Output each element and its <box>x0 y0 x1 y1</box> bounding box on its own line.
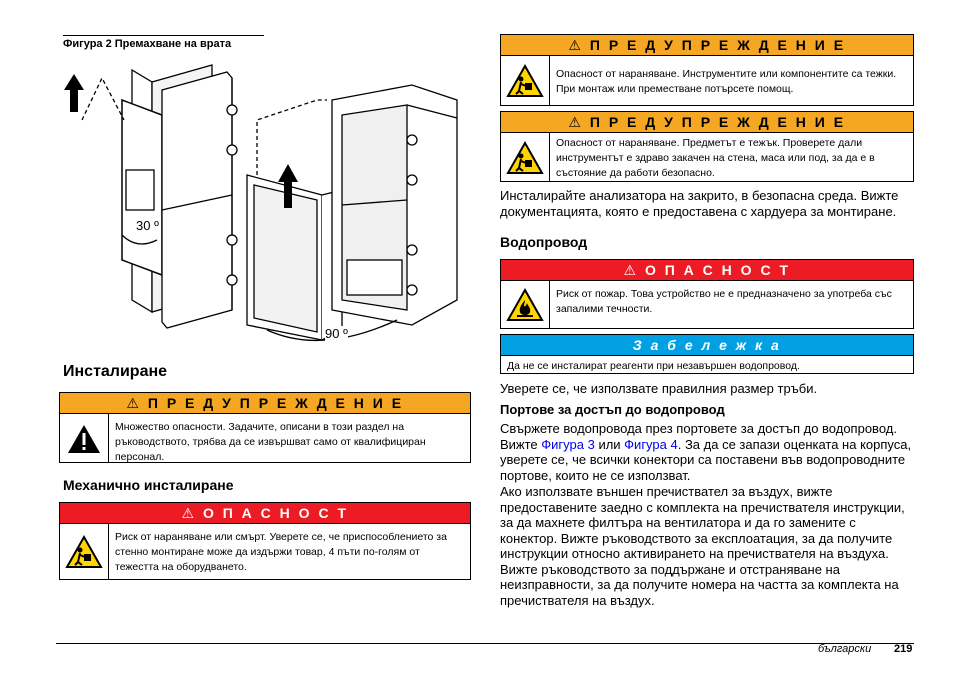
warning-triangle-icon: ⚠ <box>568 37 584 53</box>
link-figure-3[interactable]: Фигура 3 <box>541 436 595 452</box>
warning-header: П Р Е Д У П Р Е Ж Д Е Н И Е <box>589 37 846 53</box>
danger-header: О П А С Н О С Т <box>202 505 349 521</box>
danger-text: Риск от нараняване или смърт. Уверете се, че приспособлението за стенно монтиране може да издържи товар, 4 пъти по-голям от тежестта на оборудването. <box>115 531 447 573</box>
danger-header: О П А С Н О С Т <box>644 262 791 278</box>
note-header: З а б е л е ж к а <box>501 335 913 356</box>
warning-box-3 <box>500 111 914 182</box>
danger-text: Риск от пожар. Това устройство не е предназначено за употреба със запалими течности. <box>556 288 892 315</box>
heavy-lift-icon <box>60 524 109 580</box>
fire-icon <box>501 281 550 329</box>
warning-text: Множество опасности. Задачите, описани в този раздел на ръководството, трябва да се извършват само от квалифициран персонал. <box>115 421 426 463</box>
subsection-title-mechanical: Механично инсталиране <box>63 477 234 493</box>
up-arrow-icon <box>64 74 84 112</box>
warning-box-1 <box>59 392 471 463</box>
page-number: 219 <box>894 643 913 655</box>
warning-header: П Р Е Д У П Р Е Ж Д Е Н И Е <box>147 395 404 411</box>
paragraph-tubing-size: Уверете се, че използвате правилния размер тръби. <box>500 381 818 396</box>
angle-label-30: 30 º <box>136 218 159 233</box>
warning-box-2 <box>500 34 914 106</box>
paragraph-install-indoor: Инсталирайте анализатора на закрито, в безопасна среда. Вижте документацията, която е предоставена с хардуера за монтиране. <box>500 188 899 219</box>
subsection-title-plumbing: Водопровод <box>500 234 588 250</box>
figure-caption: Фигура 2 Премахване на врата <box>63 35 264 50</box>
note-box <box>500 334 914 374</box>
paragraph-plumbing-ports: Свържете водопровода през портовете за достъп до водопровод. Вижте Фигура 3 или Фигура 4. За да се запази оценката на корпуса, уверете се, че всички конектори са поставени във водопроводните портове, които не се използват. <box>500 421 912 483</box>
heavy-lift-icon <box>501 133 550 182</box>
section-title-installation: Инсталиране <box>63 363 168 380</box>
warning-triangle-icon: ⚠ <box>568 114 584 130</box>
warning-header: П Р Е Д У П Р Е Ж Д Е Н И Е <box>589 114 846 130</box>
left-analyzer-illustration <box>82 65 237 328</box>
warning-triangle-icon: ⚠ <box>623 262 639 278</box>
angle-label-90: 90 º <box>325 326 348 341</box>
warning-text: Опасност от нараняване. Предметът е тежък. Проверете дали инструментът е здраво закачен на стена, маса или под, за да е в състояние да работи безопасно. <box>556 137 875 179</box>
exclamation-icon <box>60 414 109 463</box>
warning-triangle-icon: ⚠ <box>126 395 142 411</box>
danger-box-2 <box>500 259 914 329</box>
paragraph-air-purifier: Ако използвате външен пречиствател за въздух, вижте предоставените заедно с комплекта на пречиствателя инструкции, за да махнете филтъра на вентилатора и да го замените с конектор. Вижте ръководството за експлоатация, за да получите инструкции относно активирането на пречиствателя на въздуха. Вижте ръководството за поддържане и отстраняване на неизправности, за да получите номера на частта за комплекта на пречиствателя на въздух. <box>500 484 905 608</box>
heavy-lift-icon <box>501 56 550 106</box>
link-figure-4[interactable]: Фигура 4 <box>624 436 678 452</box>
warning-triangle-icon: ⚠ <box>181 505 197 521</box>
footer-divider <box>56 643 914 644</box>
warning-text: Опасност от нараняване. Инструментите или компонентите са тежки. При монтаж или преместване потърсете помощ. <box>556 68 897 95</box>
footer-language: български <box>818 643 872 655</box>
figure-door-removal <box>62 60 480 350</box>
danger-box-1 <box>59 502 471 580</box>
note-text: Да не се инсталират реагенти при незавършен водопровод. <box>507 360 800 372</box>
heading-plumbing-ports: Портове за достъп до водопровод <box>500 402 725 417</box>
